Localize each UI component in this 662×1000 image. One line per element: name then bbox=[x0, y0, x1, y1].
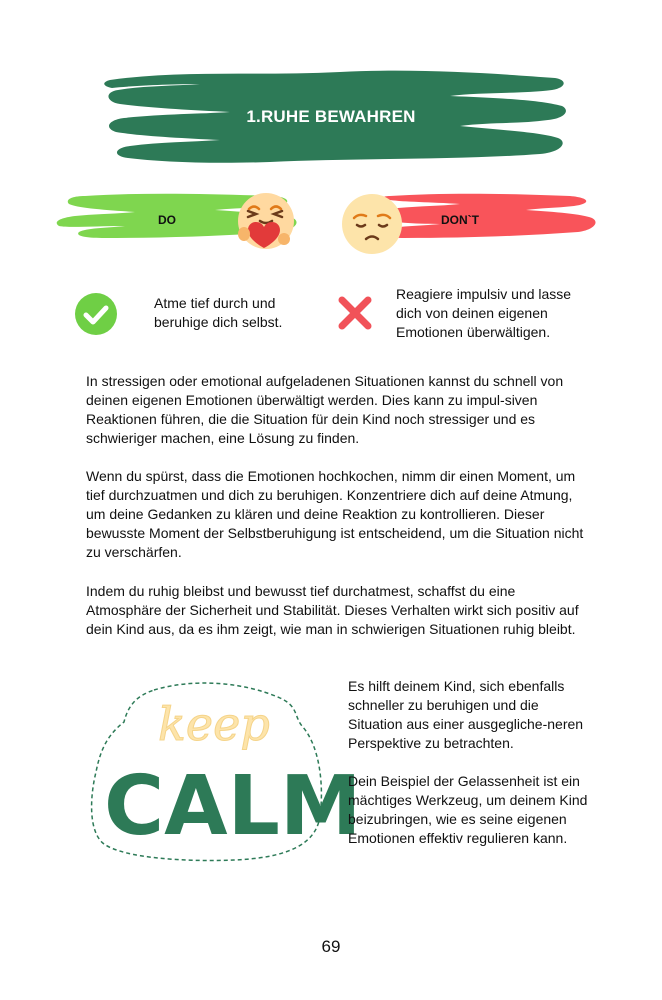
cross-icon bbox=[336, 294, 374, 332]
side-paragraph-2: Dein Beispiel der Gelassenheit ist ein mächtiges Werkzeug, um deinem Kind beizubringen, wie es seine eigenen Emotionen effektiv regulieren kann. bbox=[348, 773, 588, 846]
sticker-calm-text: CALM bbox=[104, 759, 362, 854]
hugging-heart-face-icon bbox=[234, 190, 298, 254]
section-title: 1.RUHE BEWAHREN bbox=[246, 107, 416, 126]
page-number: 69 bbox=[321, 937, 341, 956]
sad-face-icon bbox=[340, 192, 404, 256]
dont-label: DON`T bbox=[441, 213, 479, 227]
body-paragraph-2: Wenn du spürst, dass die Emotionen hochkochen, nimm dir einen Moment, um tief durchzuatmen und dich zu beruhigen. Konzentriere dich auf deine Atmung, um deine Gedanken zu klären und deine Reaktion zu kontrollieren. Dieser bewusste Moment der Selbstberuhigung ist entscheidend, um die Situation nicht zu verschärfen. bbox=[86, 468, 584, 560]
keep-calm-sticker bbox=[84, 676, 362, 866]
dont-tip-text: Reagiere impulsiv und lasse dich von deinen eigenen Emotionen überwältigen. bbox=[396, 286, 572, 340]
body-paragraph-1: In stressigen oder emotional aufgeladenen Situationen kannst du schnell von deinen eigenen Emotionen überwältigt werden. Dies kann zu impul-siven Reaktionen führen, die die Situation für dein Kind noch stressiger und es schwieriger machen, eine Lösung zu finden. bbox=[86, 373, 564, 446]
side-paragraph-1: Es hilft deinem Kind, sich ebenfalls schneller zu beruhigen und die Situation aus einer ausgegliche-neren Perspektive zu betrachten. bbox=[348, 678, 584, 751]
sticker-keep-text: keep bbox=[158, 697, 270, 751]
do-tip-text: Atme tief durch und beruhige dich selbst. bbox=[154, 295, 283, 330]
check-icon bbox=[74, 292, 118, 336]
body-paragraph-3: Indem du ruhig bleibst und bewusst tief durchatmest, schaffst du eine Atmosphäre der Sicherheit und Stabilität. Dieses Verhalten wirkt sich positiv auf dein Kind aus, da es ihm zeigt, wie man in schwierigen Situationen ruhig bleibt. bbox=[86, 583, 579, 637]
do-label: DO bbox=[158, 213, 176, 227]
